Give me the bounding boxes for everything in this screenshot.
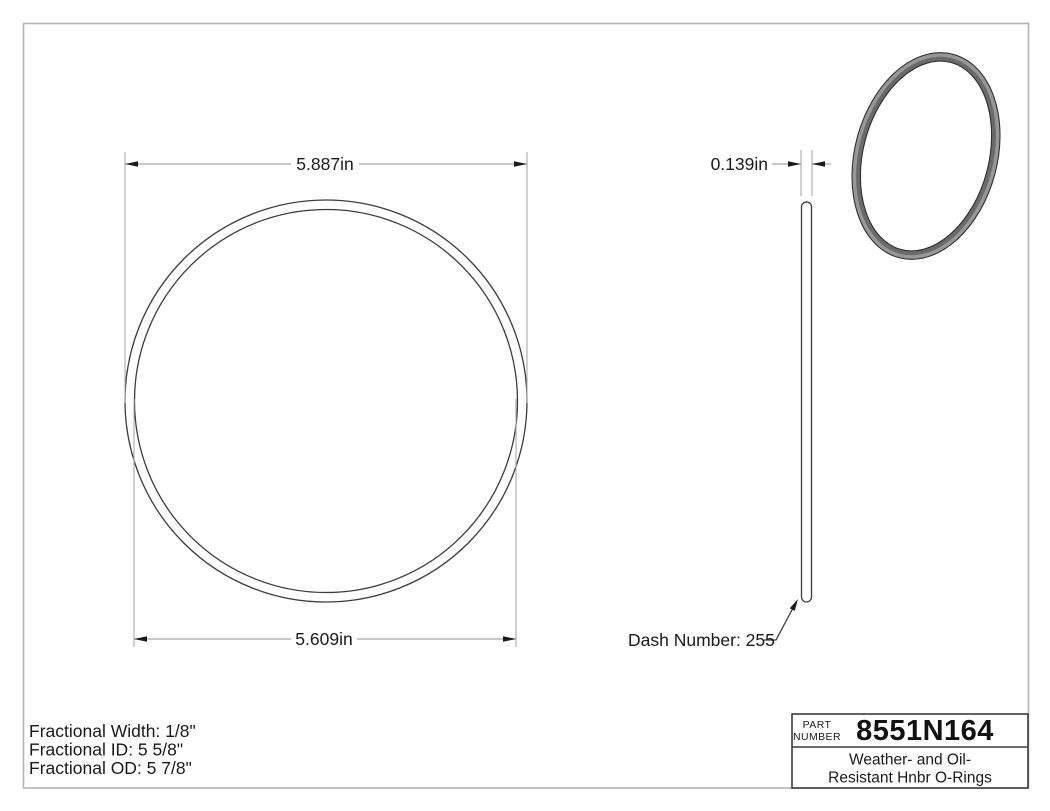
spec-fractional-width: Fractional Width: 1/8" bbox=[29, 721, 196, 741]
oring-3d-outline bbox=[835, 41, 1017, 271]
oring-front-view-inner-circle bbox=[135, 210, 518, 593]
dash-number-leader-arrow-icon bbox=[790, 599, 798, 611]
part-number-value: 8551N164 bbox=[856, 715, 994, 747]
drawing-sheet-border bbox=[24, 24, 1029, 789]
cs-arrow-right-icon bbox=[812, 161, 825, 167]
spec-fractional-od: Fractional OD: 5 7/8" bbox=[29, 758, 192, 778]
id-arrow-right-icon bbox=[503, 636, 516, 642]
cs-width-dimension-label: 0.139in bbox=[710, 154, 768, 174]
product-description-line1: Weather- and Oil- bbox=[848, 751, 972, 769]
dash-number-label: Dash Number: 255 bbox=[628, 630, 775, 650]
spec-fractional-id: Fractional ID: 5 5/8" bbox=[29, 739, 184, 760]
part-number-label-line1: PART bbox=[802, 719, 832, 731]
oring-side-view-capsule bbox=[802, 202, 812, 602]
id-arrow-left-icon bbox=[134, 636, 147, 642]
od-arrow-left-icon bbox=[125, 161, 138, 167]
od-arrow-right-icon bbox=[514, 161, 527, 167]
oring-front-view-outer-circle bbox=[125, 200, 527, 602]
part-number-label-line2: NUMBER bbox=[793, 731, 841, 743]
id-dimension-label: 5.609in bbox=[295, 629, 353, 649]
od-dimension-label: 5.887in bbox=[296, 154, 354, 174]
product-description-line2: Resistant Hnbr O-Rings bbox=[828, 769, 992, 787]
oring-3d-thumbnail bbox=[833, 39, 1019, 273]
oring-3d-mid-band bbox=[837, 43, 1014, 268]
cs-arrow-left-icon bbox=[788, 161, 801, 167]
